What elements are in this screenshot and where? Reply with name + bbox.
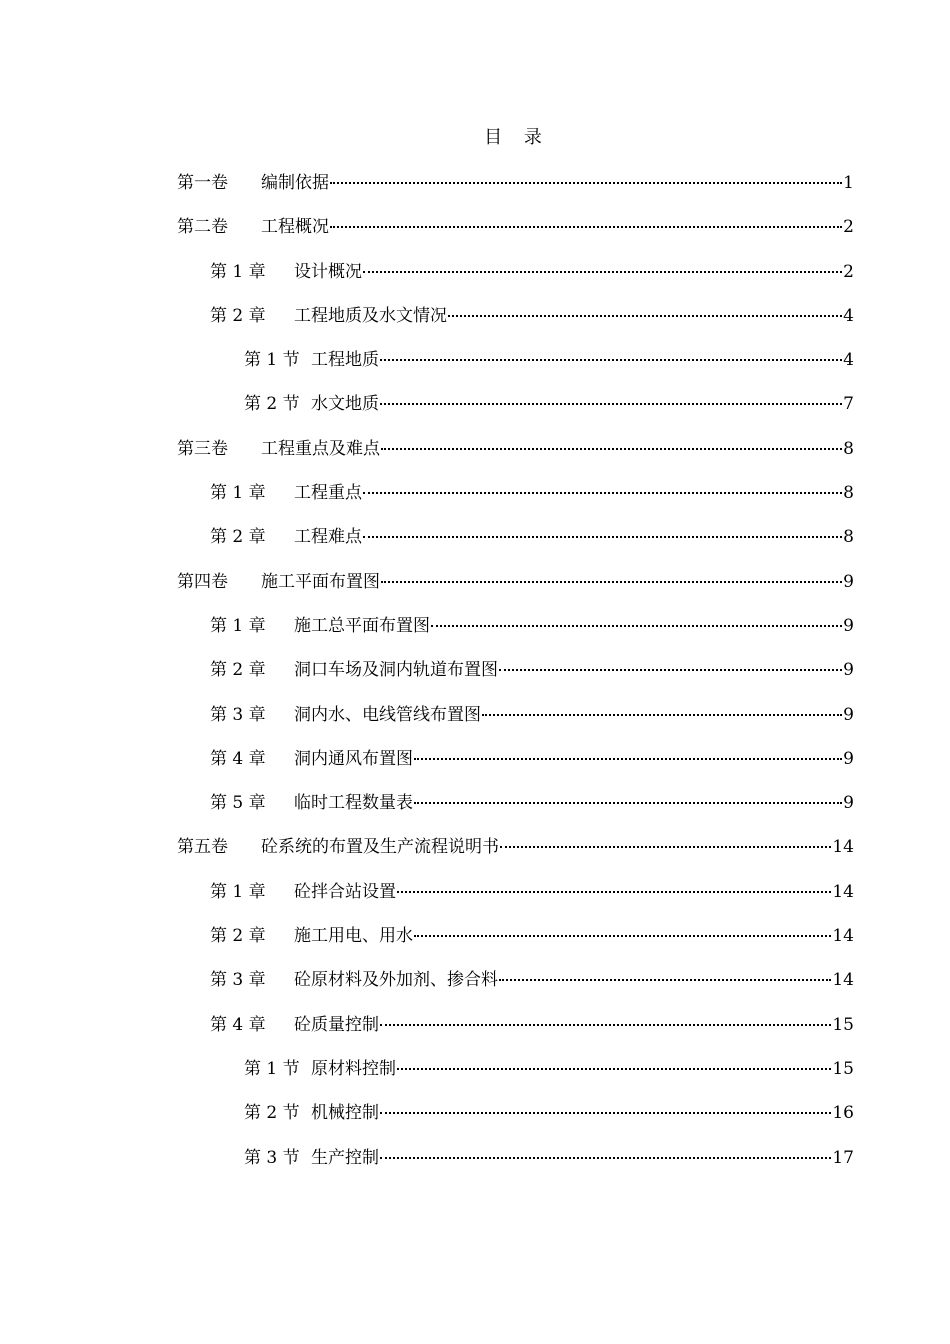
toc-entry-line — [210, 304, 854, 328]
toc-entry-text: 设计概况 — [294, 261, 362, 282]
toc-entry-label: 第 1 章 — [210, 261, 266, 282]
toc-entry-text: 工程概况 — [261, 217, 329, 238]
toc-page-number: 14 — [832, 926, 854, 947]
toc-entry-label: 第 1 章 — [210, 615, 266, 636]
toc-entry-label: 第 2 章 — [210, 527, 266, 548]
toc-entry-label: 第 2 章 — [210, 660, 266, 681]
toc-page-number: 15 — [832, 1058, 854, 1079]
toc-entry-line — [177, 171, 854, 195]
toc-entry-line — [210, 260, 854, 284]
toc-entry-line — [244, 1057, 854, 1081]
toc-dot-leader — [381, 581, 842, 583]
toc-entry[interactable] — [0, 835, 950, 879]
toc-page-number: 14 — [832, 881, 854, 902]
toc-entry-label: 第 1 节 — [244, 1058, 300, 1079]
toc-page-number: 2 — [843, 217, 854, 238]
toc-entry-line — [210, 747, 854, 771]
toc-list — [0, 171, 950, 1190]
toc-page-number: 4 — [843, 305, 854, 326]
toc-entry-line — [177, 437, 854, 461]
toc-entry-line — [244, 1101, 854, 1125]
toc-entry-label: 第 1 章 — [210, 881, 266, 902]
toc-entry-label: 第二卷 — [177, 217, 228, 238]
toc-page-number: 8 — [843, 527, 854, 548]
toc-entry[interactable] — [0, 1057, 950, 1101]
toc-entry-text: 工程重点 — [294, 483, 362, 504]
toc-entry-text: 砼原材料及外加剂、掺合料 — [294, 970, 498, 991]
toc-entry[interactable] — [0, 570, 950, 614]
toc-entry[interactable] — [0, 481, 950, 525]
toc-entry-text: 工程重点及难点 — [261, 438, 380, 459]
toc-dot-leader — [363, 271, 842, 273]
toc-dot-leader — [414, 802, 842, 804]
toc-dot-leader — [397, 1068, 831, 1070]
toc-dot-leader — [380, 403, 842, 405]
toc-entry[interactable] — [0, 968, 950, 1012]
toc-entry[interactable] — [0, 525, 950, 569]
toc-dot-leader — [380, 359, 842, 361]
toc-dot-leader — [380, 1157, 831, 1159]
toc-dot-leader — [448, 315, 842, 317]
toc-entry-label: 第一卷 — [177, 173, 228, 193]
toc-entry-label: 第 2 章 — [210, 305, 266, 326]
toc-entry[interactable] — [0, 1146, 950, 1190]
toc-entry-label: 第 2 章 — [210, 926, 266, 947]
toc-dot-leader — [397, 891, 831, 893]
toc-entry-line — [177, 570, 854, 594]
toc-entry-text: 工程地质 — [311, 350, 379, 371]
toc-entry-line — [210, 614, 854, 638]
toc-page-number: 9 — [843, 793, 854, 814]
toc-entry-label: 第 1 节 — [244, 350, 300, 371]
toc-entry-line — [210, 1013, 854, 1037]
toc-page-number: 14 — [832, 837, 854, 858]
toc-entry-text: 洞内水、电线管线布置图 — [294, 704, 481, 725]
toc-entry-label: 第 2 节 — [244, 1103, 300, 1124]
toc-page-number: 14 — [832, 970, 854, 991]
toc-entry[interactable] — [0, 924, 950, 968]
toc-entry-label: 第 2 节 — [244, 394, 300, 415]
toc-dot-leader — [414, 935, 831, 937]
toc-entry[interactable] — [0, 614, 950, 658]
toc-page-number: 16 — [832, 1103, 854, 1124]
toc-dot-leader — [499, 979, 831, 981]
toc-entry-text: 工程地质及水文情况 — [294, 305, 447, 326]
toc-page-number: 9 — [843, 748, 854, 769]
toc-entry[interactable] — [0, 747, 950, 791]
toc-entry-label: 第四卷 — [177, 571, 228, 592]
toc-entry-text: 临时工程数量表 — [294, 793, 413, 814]
toc-page-number: 7 — [843, 394, 854, 415]
toc-page-number: 17 — [832, 1147, 854, 1168]
toc-entry[interactable] — [0, 791, 950, 835]
toc-entry-line — [210, 968, 854, 992]
toc-entry[interactable] — [0, 304, 950, 348]
toc-page-number: 9 — [843, 660, 854, 681]
toc-dot-leader — [431, 625, 842, 627]
toc-entry[interactable] — [0, 880, 950, 924]
toc-entry[interactable] — [0, 1101, 950, 1145]
toc-entry[interactable] — [0, 392, 950, 436]
toc-entry-line — [210, 791, 854, 815]
toc-entry-label: 第 1 章 — [210, 483, 266, 504]
toc-entry[interactable] — [0, 658, 950, 702]
toc-entry-text: 施工总平面布置图 — [294, 615, 430, 636]
toc-page-number: 8 — [843, 438, 854, 459]
toc-entry-text: 砼系统的布置及生产流程说明书 — [261, 837, 499, 858]
toc-entry-text: 机械控制 — [311, 1103, 379, 1124]
toc-entry-line — [177, 835, 854, 859]
toc-entry-label: 第 3 章 — [210, 970, 266, 991]
toc-dot-leader — [414, 758, 842, 760]
toc-dot-leader — [380, 1024, 831, 1026]
toc-entry-line — [177, 215, 854, 239]
toc-entry-text: 砼拌合站设置 — [294, 881, 396, 902]
toc-page-number: 9 — [843, 704, 854, 725]
toc-entry-label: 第三卷 — [177, 438, 228, 459]
toc-entry-line — [210, 703, 854, 727]
toc-entry-text: 洞口车场及洞内轨道布置图 — [294, 660, 498, 681]
toc-dot-leader — [330, 226, 842, 228]
toc-entry-text: 洞内通风布置图 — [294, 748, 413, 769]
toc-entry-line — [244, 348, 854, 372]
toc-page-number: 4 — [843, 350, 854, 371]
toc-entry-text: 工程难点 — [294, 527, 362, 548]
toc-entry-label: 第 3 章 — [210, 704, 266, 725]
toc-entry-label: 第 5 章 — [210, 793, 266, 814]
toc-title: 目 录 — [484, 127, 550, 148]
toc-dot-leader — [482, 714, 842, 716]
toc-entry-text: 生产控制 — [311, 1147, 379, 1168]
toc-page-number: 9 — [843, 571, 854, 592]
toc-entry[interactable] — [0, 437, 950, 481]
toc-entry-line — [244, 392, 854, 416]
toc-entry[interactable] — [0, 215, 950, 259]
toc-entry-text: 砼质量控制 — [294, 1014, 379, 1035]
toc-page-number: 15 — [832, 1014, 854, 1035]
toc-entry[interactable] — [0, 348, 950, 392]
toc-dot-leader — [500, 846, 831, 848]
toc-dot-leader — [363, 536, 842, 538]
toc-entry-label: 第 4 章 — [210, 748, 266, 769]
toc-dot-leader — [381, 448, 842, 450]
toc-entry-text: 施工平面布置图 — [261, 571, 380, 592]
toc-entry-text: 施工用电、用水 — [294, 926, 413, 947]
toc-dot-leader — [330, 182, 842, 184]
toc-entry[interactable] — [0, 260, 950, 304]
toc-entry-line — [210, 880, 854, 904]
toc-dot-leader — [499, 669, 842, 671]
toc-entry-text: 编制依据 — [261, 173, 329, 193]
toc-entry-line — [210, 658, 854, 682]
toc-entry-line — [210, 924, 854, 948]
toc-entry-line — [210, 525, 854, 549]
toc-entry[interactable] — [0, 171, 950, 215]
toc-entry-label: 第 4 章 — [210, 1014, 266, 1035]
toc-page-number: 9 — [843, 615, 854, 636]
toc-entry-text: 水文地质 — [311, 394, 379, 415]
toc-dot-leader — [363, 492, 842, 494]
toc-entry[interactable] — [0, 1013, 950, 1057]
toc-entry-text: 原材料控制 — [311, 1058, 396, 1079]
toc-page-number: 8 — [843, 483, 854, 504]
toc-page-number: 2 — [843, 261, 854, 282]
toc-entry[interactable] — [0, 703, 950, 747]
toc-page-number: 1 — [843, 173, 854, 193]
toc-dot-leader — [380, 1112, 831, 1114]
toc-entry-label: 第五卷 — [177, 837, 228, 858]
toc-entry-label: 第 3 节 — [244, 1147, 300, 1168]
toc-entry-line — [244, 1146, 854, 1170]
toc-entry-line — [210, 481, 854, 505]
